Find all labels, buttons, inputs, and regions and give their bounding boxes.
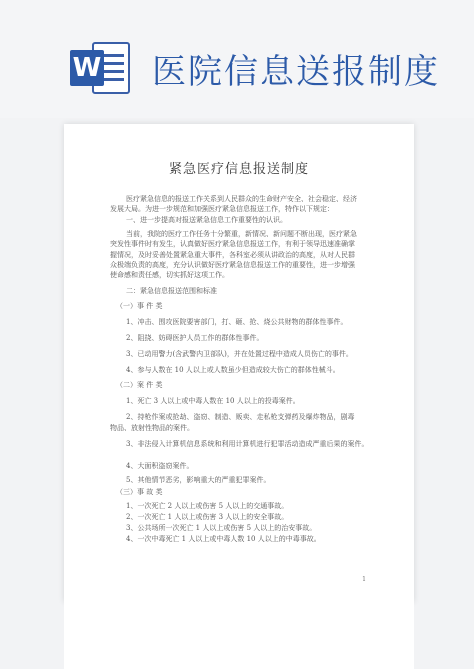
list-item-continuation: 物品、放射性物品的案件。 xyxy=(110,424,194,433)
paragraph-line: 众极端负责的高度，充分认识做好医疗紧急信息报送工作的重要性，进一步增强 xyxy=(110,261,355,270)
paragraph-line: 使命感和责任感，切实抓好这项工作。 xyxy=(110,271,229,280)
list-item: 1、死亡 3 人以上或中毒人数在 10 人以上的投毒案件。 xyxy=(126,397,300,406)
paragraph-line: 突发性事件时有发生，认真做好医疗紧急信息报送工作，有利于领导迅速准确掌 xyxy=(110,240,355,249)
list-item: 3、公共场所一次死亡 1 人以上或伤害 5 人以上的治安事故。 xyxy=(126,524,317,533)
list-item: 3、已动用警力(含武警内卫部队)，并在处置过程中造成人员伤亡的事件。 xyxy=(126,349,353,358)
document-page-lower xyxy=(64,602,414,669)
list-item: 2、一次死亡 1 人以上或伤害 3 人以上的安全事故。 xyxy=(126,513,289,522)
list-item: 2、持枪作案或抢劫、盗窃、制造、贩卖、走私枪支弹药及爆炸物品，剧毒 xyxy=(126,413,355,422)
subsection-heading: （一）事 件 类 xyxy=(116,301,163,310)
paragraph-line: 发展大局。为进一步规范和加强医疗紧急信息报送工作，特作以下规定： xyxy=(110,205,334,214)
paragraph-line: 医疗紧急信息的报送工作关系到人民群众的生命财产安全、社会稳定、经济 xyxy=(126,195,357,203)
section-heading: 一、进一步提高对报送紧急信息工作重要性的认识。 xyxy=(126,216,287,224)
header-banner xyxy=(0,0,474,118)
document-page xyxy=(64,124,414,602)
page-number: 1 xyxy=(362,576,366,583)
list-item: 1、冲击、围攻医院要害部门，打、砸、抢、烧公共财物的群体性事件。 xyxy=(126,317,348,326)
list-item: 3、非法侵入计算机信息系统和利用计算机进行犯罪活动造成严重后果的案件。 xyxy=(126,440,369,449)
list-item: 4、一次中毒死亡 1 人以上或中毒人数 10 人以上的中毒事故。 xyxy=(126,535,321,544)
subsection-heading: （二）案 件 类 xyxy=(116,381,163,390)
document-title: 紧急医疗信息报送制度 xyxy=(168,162,309,177)
subsection-heading: （三）事 故 类 xyxy=(116,488,163,497)
word-document-icon xyxy=(70,40,132,96)
list-item: 4、参与人数在 10 人以上或人数虽少但造成较大伤亡的群体性械斗。 xyxy=(126,365,340,374)
section-heading: 二：紧急信息报送范围和标准 xyxy=(126,287,217,296)
list-item: 5、其他情节恶劣，影响重大的严重犯罪案件。 xyxy=(126,476,271,485)
banner-title: 医院信息送报制度 xyxy=(152,52,440,92)
list-item: 1、一次死亡 2 人以上或伤害 5 人以上的交通事故。 xyxy=(126,502,289,511)
word-letter-badge: W xyxy=(70,50,104,86)
paragraph-line: 握情况，及时妥善处置紧急重大事件，各科室必须从讲政治的高度，从对人民群 xyxy=(110,251,355,260)
list-item: 4、大面积盗窃案件。 xyxy=(126,462,194,471)
paragraph-line: 当前，我院的医疗工作任务十分繁重，新情况、新问题不断出现，医疗紧急 xyxy=(126,230,357,239)
list-item: 2、阻挠、妨碍医护人员工作的群体性事件。 xyxy=(126,333,264,342)
